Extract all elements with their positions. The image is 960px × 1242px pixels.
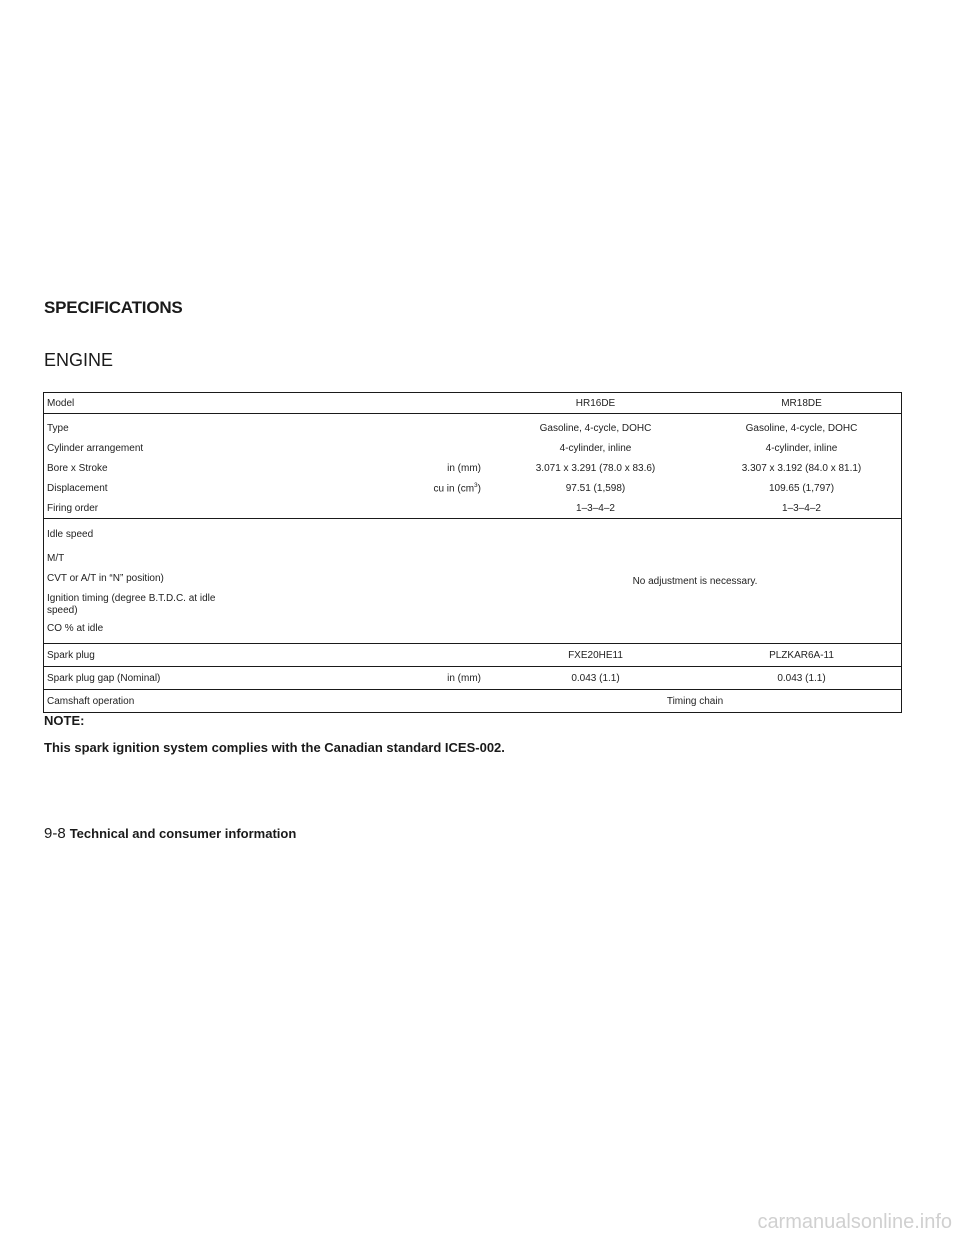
subsection-title: ENGINE <box>44 350 114 370</box>
row-label: Model <box>47 397 75 409</box>
row-label: CO % at idle <box>47 623 104 634</box>
page-number: 9-8 <box>44 825 66 842</box>
row-label: Idle speed <box>47 529 94 540</box>
unit-text: cu in (cm <box>433 483 475 495</box>
value-mr18de: PLZKAR6A-11 <box>702 644 902 667</box>
unit-text-end: ) <box>477 483 481 495</box>
table-row <box>44 690 902 713</box>
row-unit <box>402 478 489 498</box>
value-mr18de: 109.65 (1,797) <box>768 482 835 494</box>
section-title: SPECIFICATIONS <box>44 298 183 317</box>
value-both: Timing chain <box>489 690 902 713</box>
page-footer <box>44 825 296 842</box>
row-label: Cylinder arrangement <box>47 442 144 454</box>
value-mr18de: Gasoline, 4-cycle, DOHC <box>702 414 902 439</box>
row-unit <box>402 644 489 667</box>
value-hr16de: FXE20HE11 <box>489 644 702 667</box>
idle-group-value: No adjustment is necessary. <box>489 519 902 644</box>
table-row <box>44 667 902 690</box>
row-unit <box>402 414 489 439</box>
value-hr16de: 0.043 (1.1) <box>489 667 702 690</box>
table-row <box>44 478 902 498</box>
row-unit <box>402 498 489 519</box>
table-row <box>44 393 902 414</box>
table-row <box>44 644 902 667</box>
row-unit <box>402 690 489 713</box>
value-mr18de: 4-cylinder, inline <box>765 442 838 454</box>
table-row <box>44 438 902 458</box>
value-hr16de: 97.51 (1,598) <box>565 482 626 494</box>
row-label: Camshaft operation <box>44 690 403 713</box>
row-unit <box>402 393 489 414</box>
row-label: Spark plug <box>44 644 403 667</box>
value-mr18de: 3.307 x 3.192 (84.0 x 81.1) <box>741 462 862 474</box>
watermark: carmanualsonline.info <box>757 1211 952 1233</box>
value-hr16de: Gasoline, 4-cycle, DOHC <box>489 414 702 439</box>
row-label: CVT or A/T in “N” position) <box>47 573 164 584</box>
table-row <box>44 498 902 519</box>
row-label: Ignition timing (degree B.T.D.C. at idle speed) <box>47 593 216 616</box>
note-label: NOTE: <box>44 713 85 728</box>
row-label: Type <box>44 414 403 439</box>
row-label: Displacement <box>47 482 108 494</box>
engine-spec-table <box>43 392 902 713</box>
row-unit: in (mm) <box>447 462 481 474</box>
value-mr18de: 0.043 (1.1) <box>702 667 902 690</box>
chapter-title: Technical and consumer information <box>69 826 297 841</box>
row-label: M/T <box>47 553 65 564</box>
note-text: This spark ignition system complies with the Canadian standard ICES-002. <box>44 740 505 755</box>
column-header-mr18de: MR18DE <box>781 397 822 409</box>
value-mr18de: 1–3–4–2 <box>782 502 821 514</box>
column-header-hr16de: HR16DE <box>575 397 616 409</box>
row-unit <box>402 438 489 458</box>
table-row <box>44 414 902 439</box>
value-hr16de: 1–3–4–2 <box>576 502 615 514</box>
row-label: Spark plug gap (Nominal) <box>44 667 403 690</box>
unit-superscript: 3 <box>474 481 478 489</box>
row-unit: in (mm) <box>402 667 489 690</box>
table-row <box>44 458 902 478</box>
table-row <box>44 519 902 644</box>
value-hr16de: 4-cylinder, inline <box>559 442 632 454</box>
row-label: Bore x Stroke <box>47 462 108 474</box>
row-label: Firing order <box>47 502 99 514</box>
idle-group-labels <box>44 519 490 644</box>
value-hr16de: 3.071 x 3.291 (78.0 x 83.6) <box>535 462 656 474</box>
